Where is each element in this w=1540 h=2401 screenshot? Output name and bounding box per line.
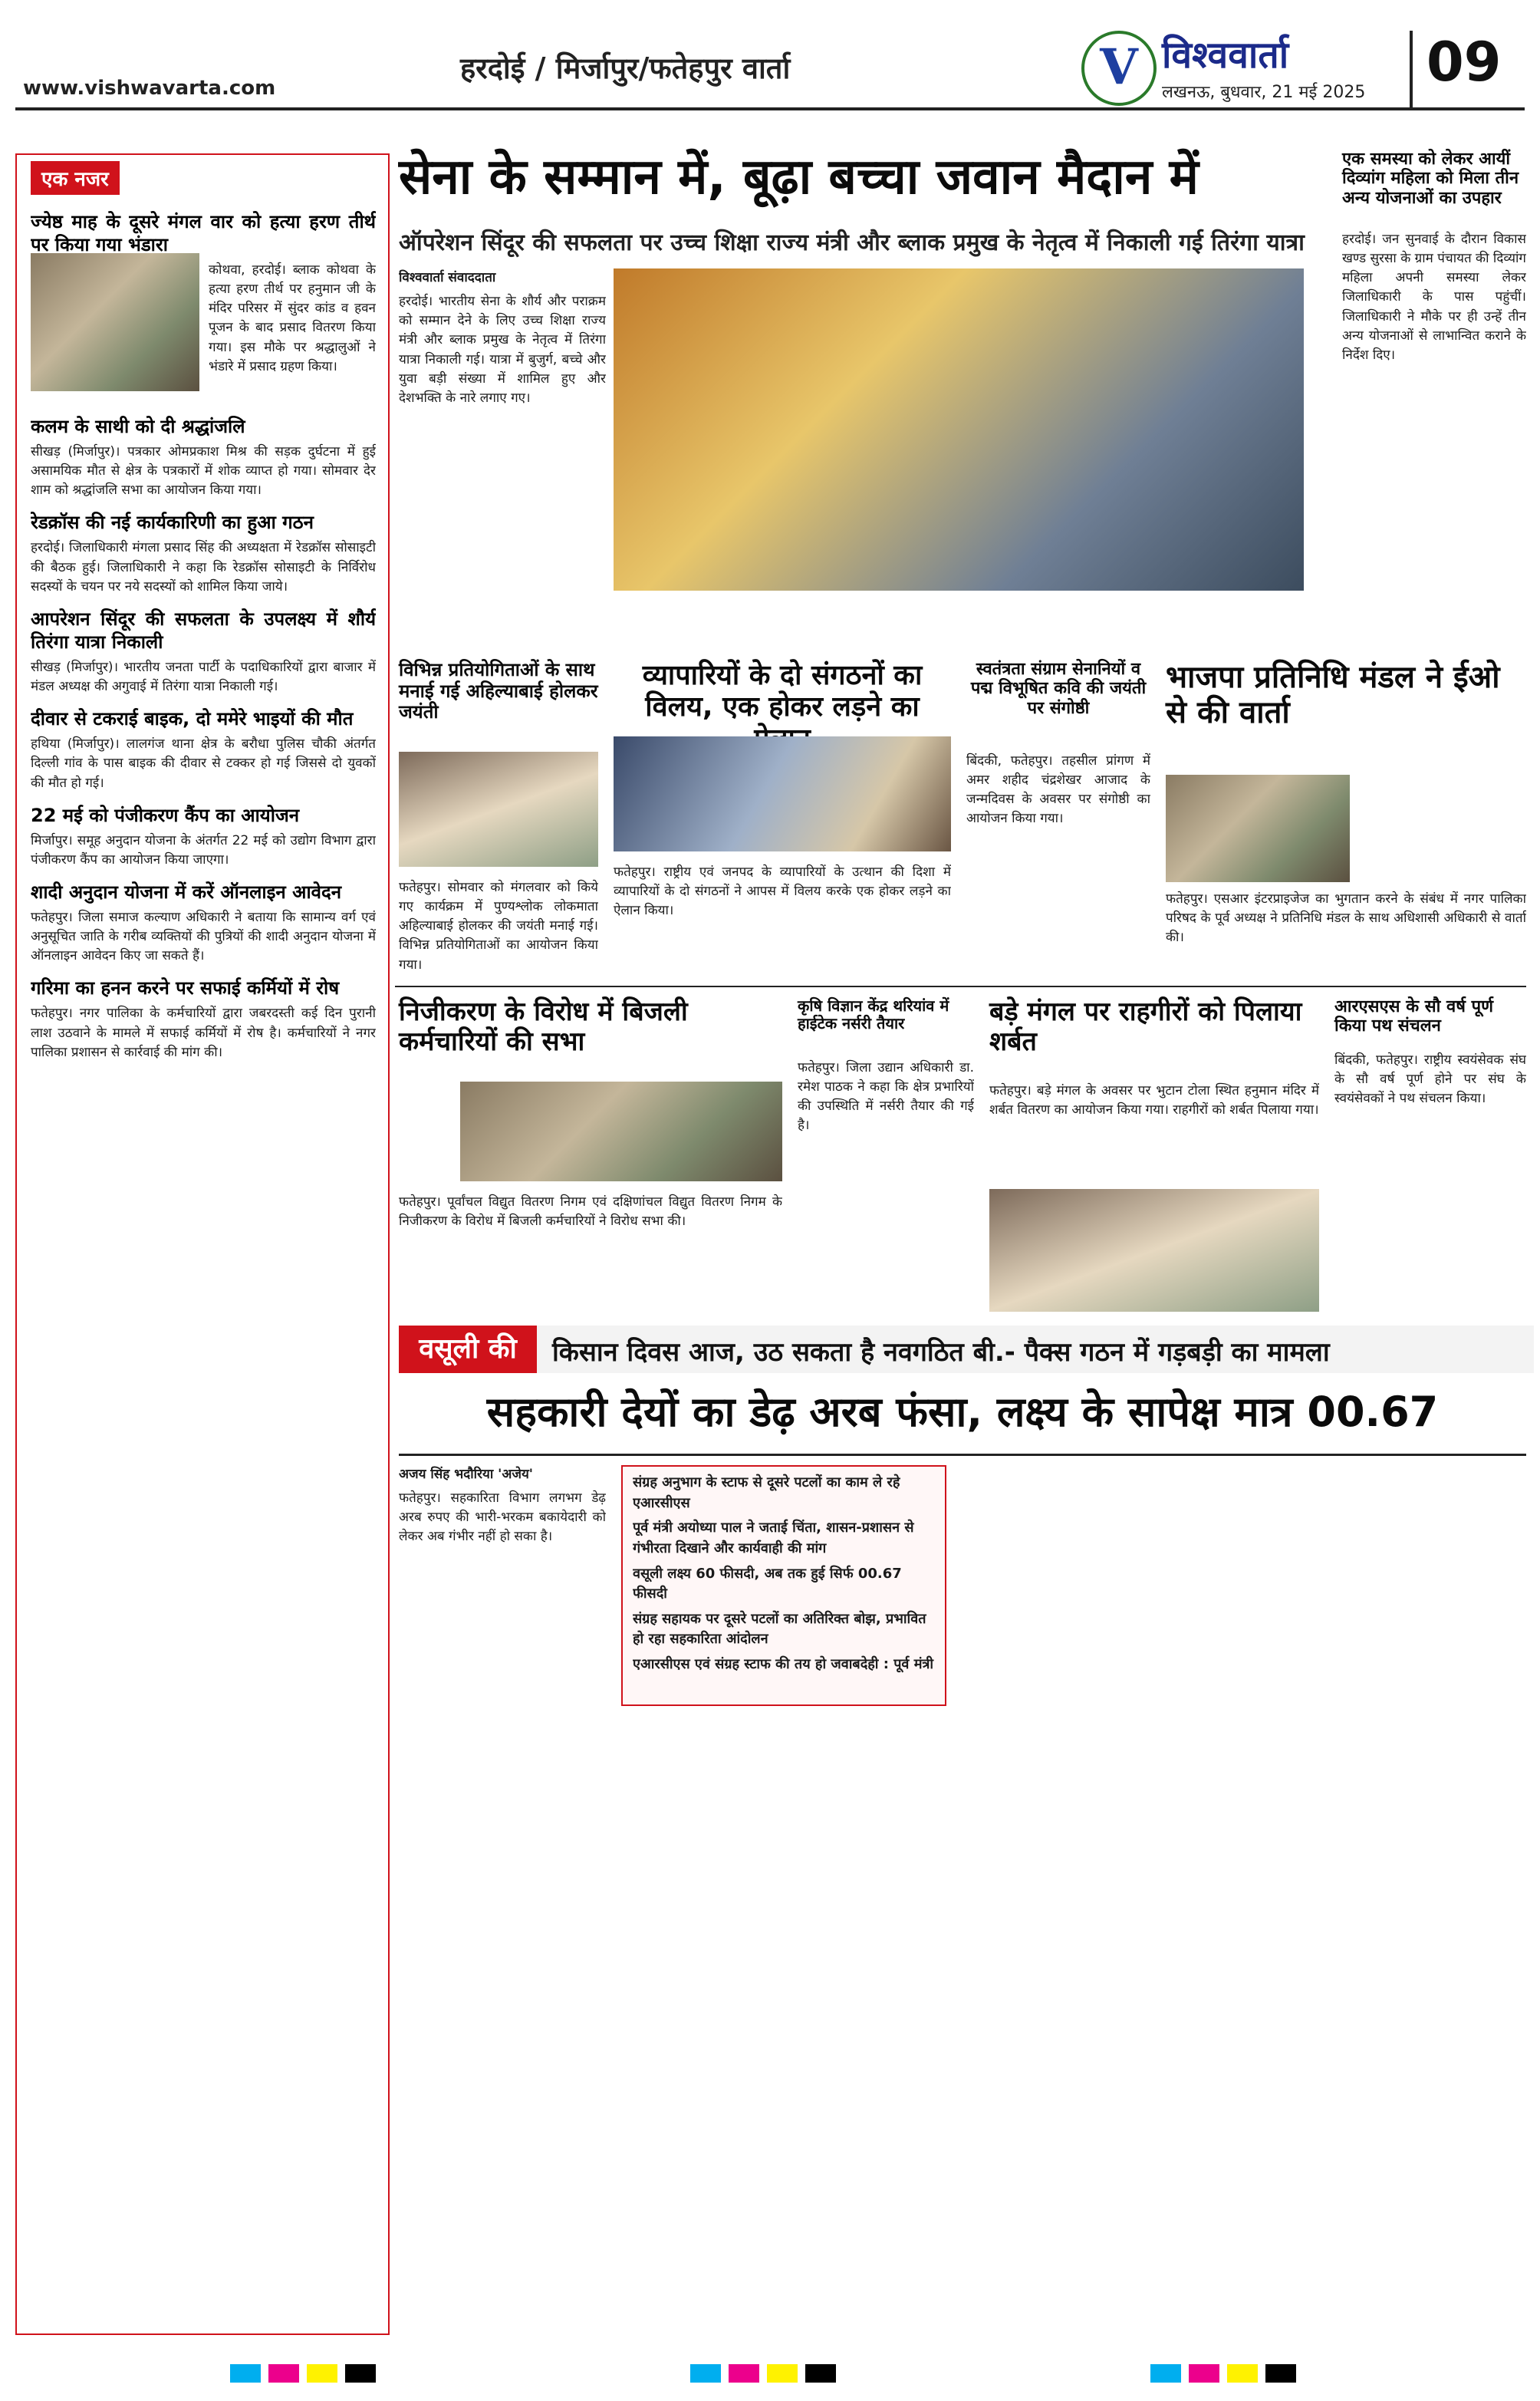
story-text [399,1193,782,1316]
story-headline: निजीकरण के विरोध में बिजली कर्मचारियों की सभा [399,996,688,1058]
right-top-text [1342,230,1526,644]
story-body: हरदोई। जिलाधिकारी मंगला प्रसाद सिंह की अध्यक्षता में रेडक्रॉस सोसाइटी की बैठक हुई। जिलाधिकारी ने कहा कि रेडक्रॉस सोसाइटी के निर्विरोध सदस्यों के चयन पर नये सदस्यों को शामिल किया जाये। [31,540,376,594]
right-top-headline: एक समस्या को लेकर आयीं दिव्यांग महिला को मिला तीन अन्य योजनाओं का उपहार [1342,150,1519,208]
bottom-headline: सहकारी देयों का डेढ़ अरब फंसा, लक्ष्य के सापेक्ष मात्र 00.67 [486,1388,1439,1436]
section-title: हरदोई / मिर्जापुर/फतेहपुर वार्ता [460,51,791,85]
highlights-list [633,1473,936,1703]
bottom-body: फतेहपुर। सहकारिता विभाग लगभग डेढ़ अरब रुपए की भारी-भरकम बकायेदारी को लेकर अब गंभीर नहीं हो सका है। [399,1490,606,1545]
color-swatch [690,2364,721,2383]
story-headline: व्यापारियों के दो संगठनों का विलय, एक होकर लड़ने का [642,660,923,723]
lead-byline: विश्ववार्ता संवाददाता [399,270,496,285]
story-headline: विभिन्न प्रतियोगिताओं के साथ मनाई गई अहिल्याबाई होलकर जयंती [399,659,598,723]
ek-nazar-tag: एक नजर [31,161,120,195]
bjp-delegation-photo [1166,775,1350,882]
story-headline: 22 मई को पंजीकरण कैंप का आयोजन [31,804,300,826]
ribbon-label: वसूली की [399,1326,537,1373]
bottom-text-left [399,1465,606,2340]
story-body: फतेहपुर। पूर्वांचल विद्युत वितरण निगम एवं दक्षिणांचल विद्युत वितरण निगम के निजीकरण के विरोध में बिजली कर्मचारियों ने विरोध सभा की। [399,1194,782,1230]
color-swatch [767,2364,798,2383]
color-swatch [307,2364,337,2383]
story-body: कोथवा, हरदोई। ब्लाक कोथवा के हत्या हरण तीर्थ पर हनुमान जी के मंदिर परिसर में सुंदर कांड व हवन पूजन के बाद प्रसाद वितरण किया गया। इस मौके पर श्रद्धालुओं ने भंडारे में प्रसाद ग्रहण किया। [209,262,376,374]
header-rule [15,107,1525,110]
story-body: सीखड़ (मिर्जापुर)। भारतीय जनता पार्टी के पदाधिकारियों द्वारा बाजार में मंडल अध्यक्ष की अगुवाई में तिरंगा यात्रा निकाली गई। [31,659,376,695]
story-body: हथिया (मिर्जापुर)। लालगंज थाना क्षेत्र के बरौधा पुलिस चौकी अंतर्गत दिल्ली गांव के पास बाइक की दीवार से टक्कर हो गई जिससे दो युवकों की मौत हो गई। [31,736,376,791]
color-registration-strip [0,2347,1540,2401]
story-body: फतेहपुर। जिला उद्यान अधिकारी डा. रमेश पाठक ने कहा कि क्षेत्र प्रभारियों की उपस्थिति में नर्सरी तैयार की गई है। [798,1060,974,1134]
story-headline: रेडक्रॉस की नई कार्यकारिणी का हुआ गठन [31,512,314,534]
story-body: फतेहपुर। राष्ट्रीय एवं जनपद के व्यापारियों के उत्थान की दिशा में व्यापारियों के दो संगठनों ने आपस में विलय करके एक होकर लड़ने का ऐलान किया। [614,865,951,919]
lead-body: हरदोई। भारतीय सेना के शौर्य और पराक्रम को सम्मान देने के लिए उच्च शिक्षा राज्य मंत्री और ब्लाक प्रमुख के नेतृत्व में तिरंगा यात्रा निकाली गई। यात्रा में बुजुर्ग, बच्चे और युवा बड़ी संख्या में शामिल हुए और देशभक्ति के नारे लगाए गए। [399,294,606,406]
right-top-body: हरदोई। जन सुनवाई के दौरान विकास खण्ड सुरसा के ग्राम पंचायत की दिव्यांग महिला अपनी समस्या लेकर जिलाधिकारी के पास पहुंचीं। जिलाधिकारी ने मौके पर ही उन्हें तीन अन्य योजनाओं से लाभान्वित कराने के निर्देश दिए। [1342,232,1526,363]
ribbon-text: किसान दिवस आज, उठ सकता है नवगठित बी.- पैक्स गठन में गड़बड़ी का मामला [552,1337,1330,1368]
color-swatch [729,2364,759,2383]
story-headline: आपरेशन सिंदूर की सफलता के उपलक्ष्य में शौर्य तिरंगा यात्रा निकाली [31,608,376,653]
color-swatch [345,2364,376,2383]
tiranga-yatra-photo [614,268,1304,591]
story-body: बिंदकी, फतेहपुर। राष्ट्रीय स्वयंसेवक संघ के सौ वर्ष पूर्ण होने पर संघ के स्वयंसेवकों ने पथ संचलन किया। [1334,1052,1526,1107]
story-body: मिर्जापुर। समूह अनुदान योजना के अंतर्गत 22 मई को उद्योग विभाग द्वारा पंजीकरण कैंप का आयोजन किया जाएगा। [31,832,376,868]
lead-subhead: ऑपरेशन सिंदूर की सफलता पर उच्च शिक्षा राज्य मंत्री और ब्लाक प्रमुख के नेतृत्व में निकाली गई तिरंगा यात्रा [399,229,1305,256]
dateline: लखनऊ, बुधवार, 21 मई 2025 [1162,83,1366,102]
highlight-item: संग्रह सहायक पर दूसरे पटलों का अतिरिक्त बोझ, प्रभावित हो रहा सहकारिता आंदोलन [633,1610,926,1648]
page-header [0,0,1540,115]
color-swatch [268,2364,299,2383]
ribbon-banner [399,1326,1534,1373]
color-swatch [1150,2364,1181,2383]
story-body: फतेहपुर। सोमवार को मंगलवार को किये गए कार्यक्रम में पुण्यश्लोक लोकमाता अहिल्याबाई होलकर की जयंती मनाई गई। विभिन्न प्रतियोगिताओं का आयोजन किया गया। [399,880,598,973]
story-headline: दीवार से टकराई बाइक, दो ममेरे भाइयों की मौत [31,708,354,730]
brand-logo-icon: V [1081,31,1157,106]
story-text [1334,1051,1526,1312]
brand-name: विश्ववार्ता [1162,34,1289,77]
story-body: फतेहपुर। नगर पालिका के कर्मचारियों द्वारा जबरदस्ती कई दिन पुरानी लाश उठवाने के मामले में सफाई कर्मियों में रोष है। कर्मचारियों ने नगर पालिका प्रशासन से कार्रवाई की मांग की। [31,1006,376,1060]
left-column [31,199,376,2324]
story-body: फतेहपुर। बड़े मंगल के अवसर पर भुटान टोला स्थित हनुमान मंदिर में शर्बत वितरण का आयोजन किया गया। राहगीरों को शर्बत पिलाया गया। [989,1083,1319,1118]
story-text [989,1082,1319,1181]
story-headline: शादी अनुदान योजना में करें ऑनलाइन आवेदन [31,881,342,903]
story-body: सीखड़ (मिर्जापुर)। पत्रकार ओमप्रकाश मिश्र की सड़क दुर्घटना में हुई असामयिक मौत से क्षेत्र के पत्रकारों में शोक व्याप्त हो गया। सोमवार देर शाम को श्रद्धांजलि सभा का आयोजन किया गया। [31,443,376,499]
website-url[interactable]: www.vishwavarta.com [23,77,276,100]
sharbat-photo [989,1189,1319,1312]
color-swatch [1189,2364,1219,2383]
page-number-divider [1410,31,1413,107]
story-headline: स्वतंत्रता संग्राम सेनानियों व पद्म विभूषित कवि की जयंती पर संगोष्ठी [970,660,1147,718]
story-body: फतेहपुर। जिला समाज कल्याण अधिकारी ने बताया कि सामान्य वर्ग एवं अनुसूचित जाति के गरीब व्यक्तियों की पुत्रियों की शादी अनुदान योजना में ऑनलाइन आवेदन किए जा सकते हैं। [31,909,376,964]
story-body: बिंदकी, फतेहपुर। तहसील प्रांगण में अमर शहीद चंद्रशेखर आजाद के जन्मदिवस के अवसर पर संगोष्ठी का आयोजन किया गया। [966,753,1150,827]
story-headline: बड़े मंगल पर राहगीरों को पिलाया शर्बत [989,996,1302,1058]
electricity-workers-photo [460,1082,782,1181]
color-swatch [230,2364,261,2383]
story-headline: भाजपा प्रतिनिधि मंडल ने ईओ से की वार्ता [1166,660,1500,730]
story-headline: कलम के साथी को दी श्रद्धांजलि [31,415,245,437]
highlight-item: संग्रह अनुभाग के स्टाफ से दूसरे पटलों का काम ले रहे एआरसीएस [633,1474,900,1511]
color-swatch [1227,2364,1258,2383]
story-headline: कृषि विज्ञान केंद्र थरियांव में हाईटेक नर्सरी तैयार [798,996,949,1033]
bottom-byline: अजय सिंह भदौरिया 'अजेय' [399,1467,534,1482]
color-swatch [1265,2364,1296,2383]
story-text [798,1059,974,1312]
section-divider [395,986,1526,987]
highlight-item: पूर्व मंत्री अयोध्या पाल ने जताई चिंता, शासन-प्रशासन से गंभीरता दिखाने और कार्यवाही की मांग [633,1520,914,1556]
highlight-item: वसूली लक्ष्य 60 फीसदी, अब तक हुई सिर्फ 00.67 फीसदी [633,1565,902,1602]
story-body: फतेहपुर। एसआर इंटरप्राइजेज का भुगतान करने के संबंध में नगर पालिका परिषद के पूर्व अध्यक्ष ने प्रतिनिधि मंडल के साथ अधिशासी अधिकारी से वार्ता की। [1166,891,1526,946]
story-headline: आरएसएस के सौ वर्ष पूर्ण किया पथ संचलन [1334,997,1494,1036]
highlight-item: एआरसीएस एवं संग्रह स्टाफ की तय हो जवाबदेही : पूर्व मंत्री [633,1656,934,1672]
jayanti-photo [399,752,598,867]
story-headline: गरिमा का हनन करने पर सफाई कर्मियों में रोष [31,977,340,1000]
color-swatch [805,2364,836,2383]
story-headline: ज्येष्ठ माह के दूसरे मंगल वार को हत्या हरण तीर्थ पर किया गया भंडारा [31,211,376,255]
page-number: 09 [1426,31,1502,94]
lead-headline: सेना के सम्मान में, बूढ़ा बच्चा जवान मैदान में [399,149,1199,206]
traders-merger-photo [614,736,951,851]
bottom-headline-rule [399,1454,1526,1456]
lead-text-left [399,268,606,591]
